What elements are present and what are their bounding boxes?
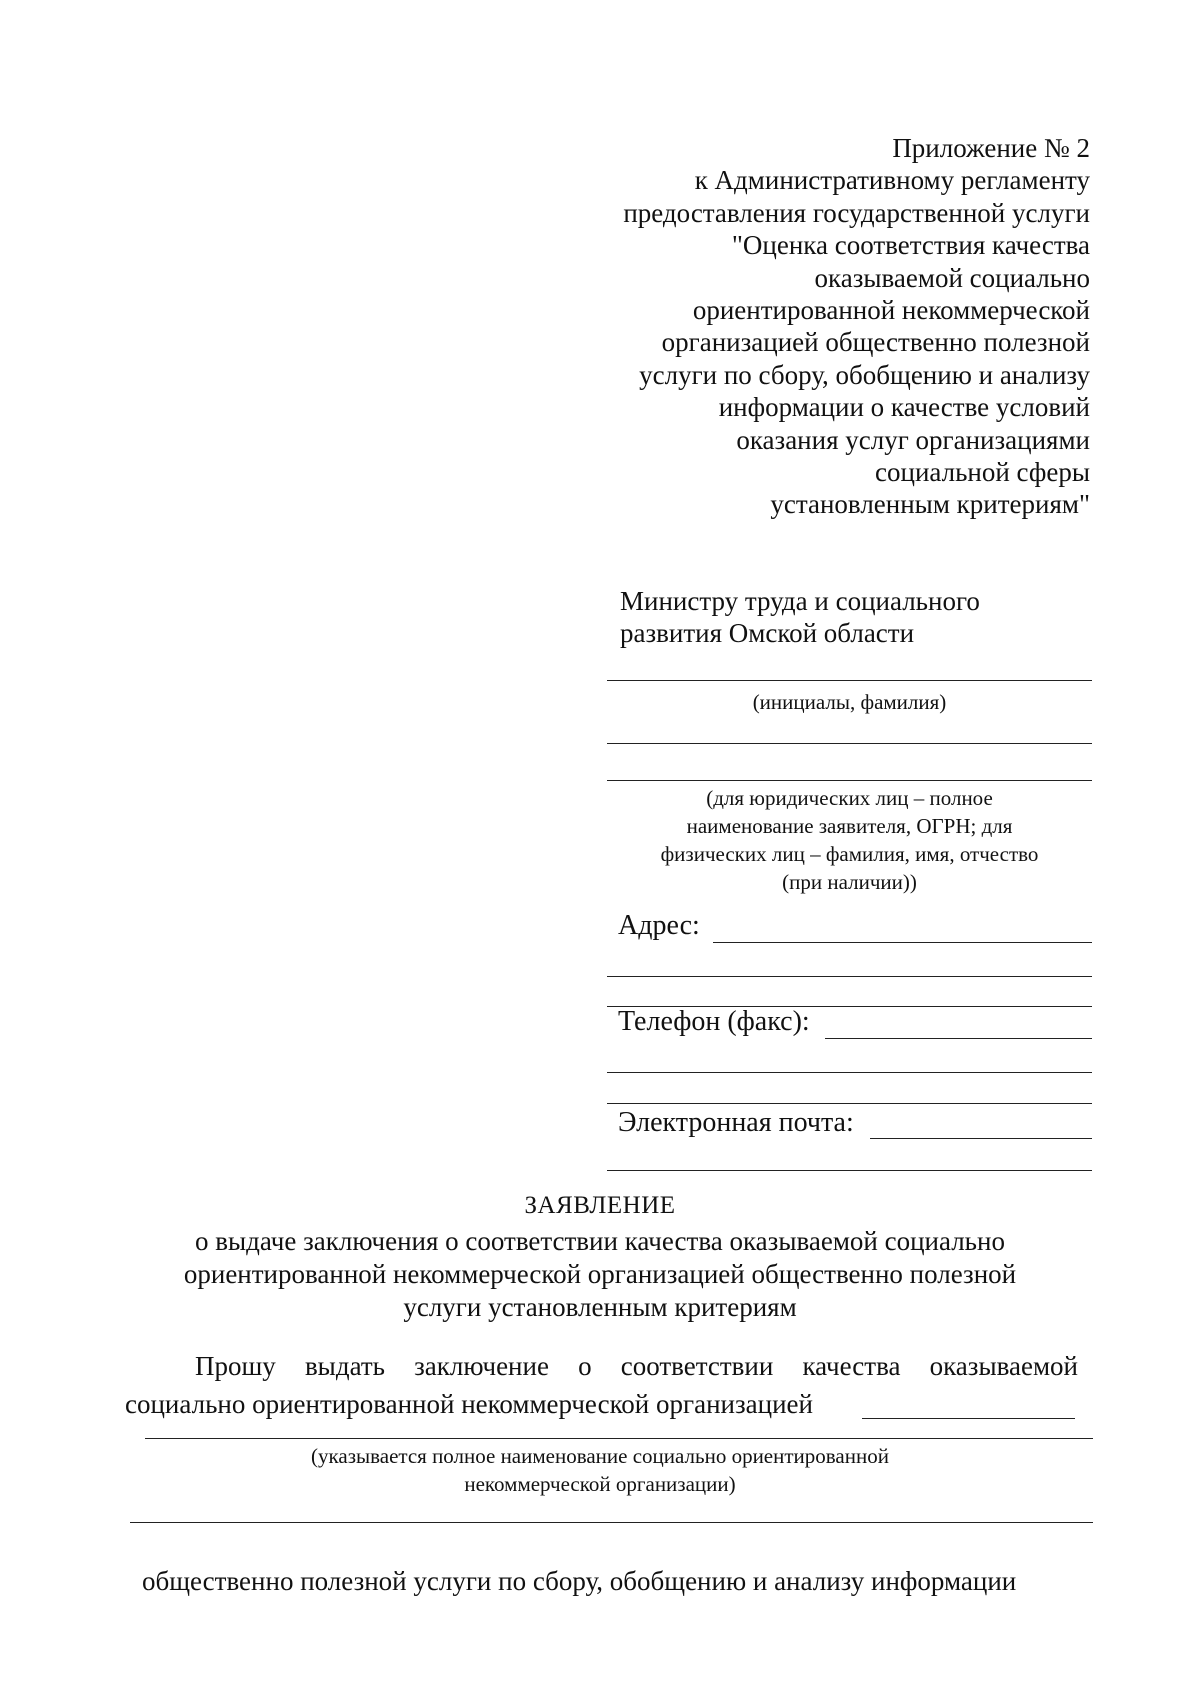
- applicant-hint-line: наименование заявителя, ОГРН; для: [686, 814, 1013, 838]
- appendix-line: предоставления государственной услуги: [623, 197, 1090, 228]
- org-name-blank-line-1[interactable]: [862, 1418, 1075, 1419]
- address-label: Адрес:: [618, 910, 700, 941]
- appendix-line: установленным критериям": [770, 489, 1090, 520]
- initials-hint: (инициалы, фамилия): [752, 690, 947, 714]
- subtitle-line: ориентированной некоммерческой организацией общественно полезной: [183, 1259, 1017, 1289]
- appendix-line: "Оценка соответствия качества: [731, 230, 1090, 261]
- email-blank-line-1[interactable]: [870, 1138, 1092, 1139]
- address-blank-line-2[interactable]: [607, 976, 1092, 977]
- org-name-hint-line: (указывается полное наименование социально ориентированной: [311, 1444, 889, 1468]
- appendix-line: услуги по сбору, обобщению и анализу: [639, 359, 1090, 390]
- address-blank-line-1[interactable]: [713, 942, 1092, 943]
- statement-title: ЗАЯВЛЕНИЕ: [524, 1192, 676, 1219]
- addressee-block: [620, 585, 1020, 649]
- org-name-blank-line-2[interactable]: [145, 1438, 1093, 1439]
- org-name-hint: [230, 1442, 970, 1498]
- applicant-blank-line-1[interactable]: [607, 743, 1092, 744]
- applicant-hint: [607, 784, 1092, 896]
- addressee-line-2: развития Омской области: [620, 618, 915, 648]
- subtitle-line: о выдаче заключения о соответствии качества оказываемой социально: [195, 1226, 1005, 1256]
- initials-blank-line[interactable]: [607, 680, 1092, 681]
- appendix-line: организацией общественно полезной: [661, 327, 1090, 358]
- appendix-heading: [530, 132, 1090, 521]
- appendix-line: оказания услуг организациями: [736, 424, 1090, 455]
- request-line-3: общественно полезной услуги по сбору, обобщению и анализу информации: [142, 1566, 1017, 1596]
- request-line-2: социально ориентированной некоммерческой организацией: [125, 1389, 813, 1419]
- appendix-line: ориентированной некоммерческой: [692, 295, 1090, 326]
- addressee-line-1: Министру труда и социального: [620, 586, 980, 616]
- appendix-line: социальной сферы: [875, 457, 1090, 488]
- org-name-blank-line-3[interactable]: [130, 1522, 1093, 1523]
- email-blank-line-2[interactable]: [607, 1170, 1092, 1171]
- appendix-line: Приложение № 2: [892, 133, 1090, 163]
- statement-subtitle: [0, 1225, 1200, 1324]
- applicant-hint-line: (для юридических лиц – полное: [706, 786, 993, 810]
- appendix-line: оказываемой социально: [814, 262, 1090, 293]
- subtitle-line: услуги установленным критериям: [403, 1292, 797, 1322]
- applicant-hint-line: физических лиц – фамилия, имя, отчество: [660, 842, 1039, 866]
- phone-label: Телефон (факс):: [618, 1006, 810, 1037]
- appendix-line: к Административному регламенту: [694, 165, 1090, 196]
- phone-blank-line-3[interactable]: [607, 1103, 1092, 1104]
- applicant-blank-line-2[interactable]: [607, 780, 1092, 781]
- phone-blank-line-2[interactable]: [607, 1072, 1092, 1073]
- request-line-1: Прошу выдать заключение о соответствии качества оказываемой: [195, 1351, 1078, 1381]
- appendix-line: информации о качестве условий: [718, 392, 1090, 423]
- email-label: Электронная почта:: [618, 1107, 854, 1138]
- phone-blank-line-1[interactable]: [825, 1038, 1092, 1039]
- applicant-hint-line: (при наличии)): [782, 870, 917, 894]
- org-name-hint-line: некоммерческой организации): [464, 1472, 736, 1496]
